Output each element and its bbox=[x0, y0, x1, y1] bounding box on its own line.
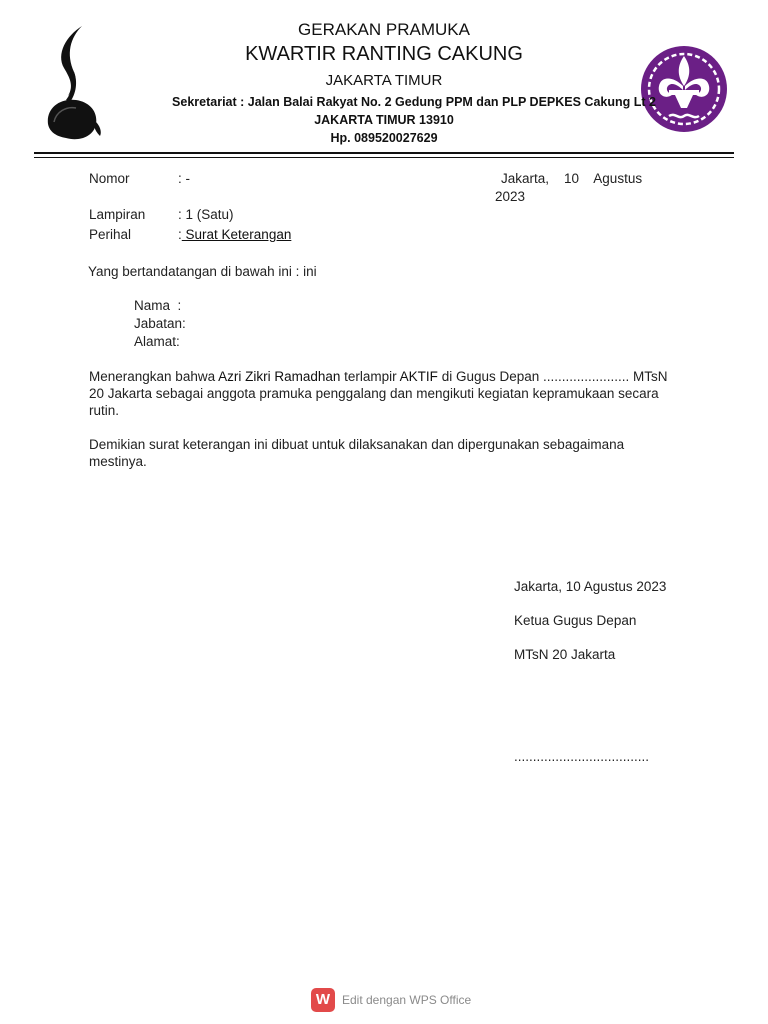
nomor-label: Nomor bbox=[89, 171, 130, 186]
intro-text: Yang bertandatangan di bawah ini : ini bbox=[88, 264, 317, 279]
lampiran-label: Lampiran bbox=[89, 207, 146, 222]
org-branch: KWARTIR RANTING CAKUNG bbox=[245, 43, 523, 65]
wps-office-icon[interactable]: W bbox=[311, 988, 335, 1012]
city-postcode: JAKARTA TIMUR 13910 bbox=[314, 113, 454, 127]
secretariat-address: Sekretariat : Jalan Balai Rakyat No. 2 Gedung PPM dan PLP DEPKES Cakung Lt 2 bbox=[172, 95, 656, 109]
closing-paragraph: Demikian surat keterangan ini dibuat untuk dilaksanakan dan dipergunakan sebagaimana mestinya. bbox=[89, 437, 625, 469]
signature-title: Ketua Gugus Depan bbox=[514, 613, 637, 628]
nama-label: Nama : bbox=[134, 298, 182, 313]
header-divider-thick bbox=[34, 152, 734, 154]
alamat-label: Alamat: bbox=[134, 334, 180, 349]
perihal-label: Perihal bbox=[89, 227, 132, 242]
signature-name-placeholder: .................................... bbox=[514, 749, 650, 764]
phone-number: Hp. 089520027629 bbox=[330, 131, 438, 145]
jabatan-label: Jabatan: bbox=[134, 316, 186, 331]
org-region: JAKARTA TIMUR bbox=[325, 72, 443, 89]
perihal-value: : Surat Keterangan bbox=[178, 227, 292, 242]
signature-school: MTsN 20 Jakarta bbox=[514, 647, 616, 662]
header-divider-thin bbox=[34, 157, 734, 158]
org-name: GERAKAN PRAMUKA bbox=[298, 20, 470, 39]
wps-edit-link[interactable]: Edit dengan WPS Office bbox=[342, 993, 472, 1007]
statement-paragraph: Menerangkan bahwa Azri Zikri Ramadhan terlampir AKTIF di Gugus Depan ....................... MTsN 20 Jakarta sebagai anggota pramuka penggalang dan mengikuti kegiatan kepramukaan secara rutin. bbox=[89, 369, 668, 418]
place-date-line2: 2023 bbox=[495, 189, 526, 204]
lampiran-value: : 1 (Satu) bbox=[178, 207, 234, 222]
signature-date: Jakarta, 10 Agustus 2023 bbox=[514, 579, 667, 594]
nomor-value: : - bbox=[178, 171, 190, 186]
place-date-line1: Jakarta, 10 Agustus bbox=[501, 171, 643, 186]
